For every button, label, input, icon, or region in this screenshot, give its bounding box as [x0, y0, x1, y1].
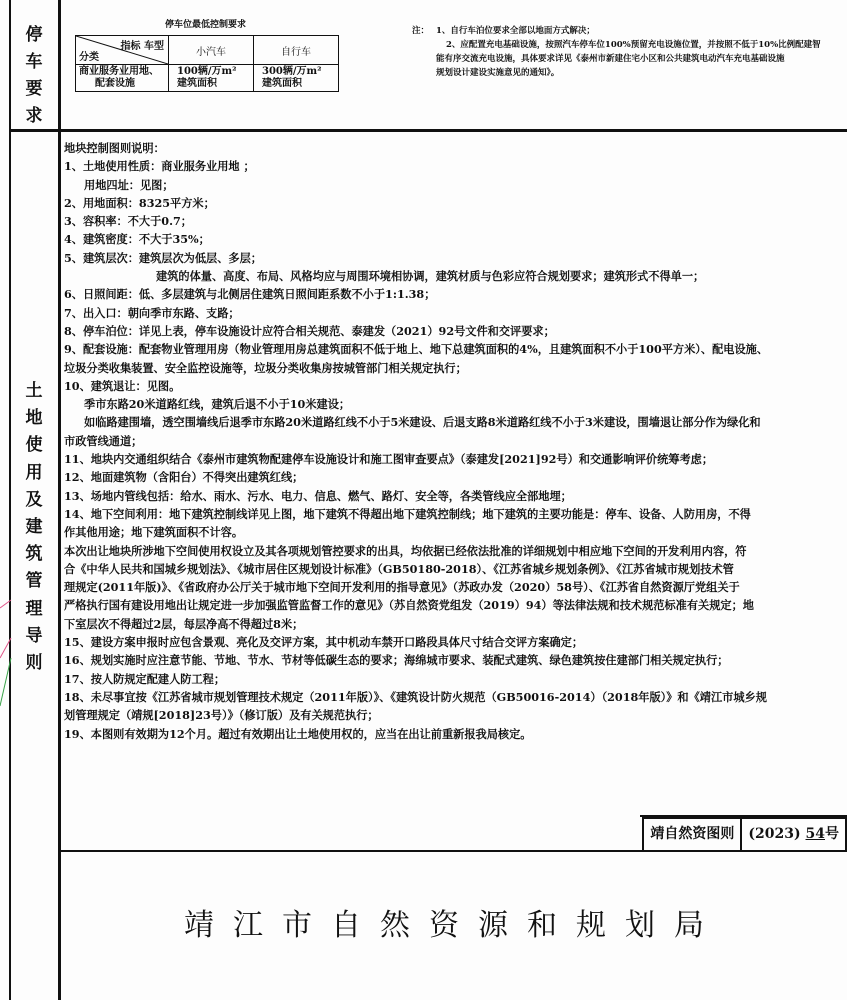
- rule-line: 6、日照间距：低、多层建筑与北侧居住建筑日照间距系数不小于1:1.38；: [64, 287, 436, 302]
- rule-line: 19、本图则有效期为12个月。超过有效期出让土地使用权的，应当在出让前重新报我局核定。: [64, 726, 532, 741]
- bike-value-line-1: 300辆/万m²: [262, 66, 322, 77]
- issuing-agency: 靖江市自然资源和规划局: [184, 908, 723, 943]
- doc-number-label: 靖自然资图则: [642, 817, 742, 852]
- rule-line: 合《中华人民共和国城乡规划法》、《城市居住区规划设计标准》（GB50180-2018）、《江苏省城乡规划条例》、《江苏省城市规划技术管: [64, 561, 734, 576]
- table-header-diagonal-cell: [76, 36, 169, 65]
- parking-section-divider: [9, 129, 847, 132]
- col-car-header: 小汽车: [169, 36, 254, 65]
- rule-line: 市政管线通道；: [64, 433, 143, 448]
- parking-notes: [412, 24, 832, 80]
- row-label-line-1: 商业服务业用地、: [79, 66, 159, 77]
- rule-line: 建筑的体量、高度、布局、风格均应与周围环境相协调，建筑材质与色彩应符合规划要求；建筑形式不得单一；: [156, 269, 705, 284]
- rule-line: 15、建设方案申报时应包含景观、亮化及交评方案，其中机动车禁开口路段具体尺寸结合交评方案确定；: [64, 635, 584, 650]
- bike-value-line-2: 建筑面积: [262, 78, 302, 89]
- rule-line: 14、地下空间利用：地下建筑控制线详见上图，地下建筑不得超出地下建筑控制线；地下建筑的主要功能是：停车、设备、人防用房，不得: [64, 506, 751, 521]
- car-value-line-2: 建筑面积: [177, 78, 217, 89]
- doc-number-year: (2023): [748, 826, 801, 842]
- rule-line: 3、容积率：不大于0.7；: [64, 214, 192, 229]
- rule-line: 季市东路20米道路红线，建筑后退不小于10米建设；: [84, 397, 351, 412]
- note-2-line-c: 规划设计建设实施意见的通知》。: [436, 68, 560, 78]
- header-indicator: 指标: [120, 41, 141, 52]
- table-row: [76, 65, 339, 92]
- rule-line: 2、用地面积：8325平方米；: [64, 195, 215, 210]
- note-2-line-b: 能有序交流充电设施，具体要求详见《泰州市新建住宅小区和公共建筑电动汽车充电基础设施: [436, 54, 785, 64]
- left-border: [9, 0, 11, 1000]
- table-row: [76, 36, 339, 65]
- rule-line: 11、地块内交通组织结合《泰州市建筑物配建停车设施设计和施工图审查要点》（泰建发[2021]92号）和交通影响评价统筹考虑；: [64, 452, 714, 467]
- header-label: [121, 37, 164, 52]
- row-category-cell: [76, 65, 169, 92]
- parking-table-title: 停车位最低控制要求: [165, 20, 247, 30]
- rule-line: 用地四址：见图；: [84, 177, 174, 192]
- header-category: 分类: [79, 52, 99, 63]
- land-use-side-label-text: 土地使用及建筑管理导则: [25, 381, 43, 674]
- rule-line: 垃圾分类收集装置、安全监控设施等，垃圾分类收集房按城管部门相关规定执行；: [64, 360, 467, 375]
- rule-line: 下室层次不得超过2层，每层净高不得超过8米；: [64, 616, 304, 631]
- rule-line: 13、场地内管线包括：给水、雨水、污水、电力、信息、燃气、路灯、安全等，各类管线应全部地埋；: [64, 488, 572, 503]
- rule-line: 理规定(2011年版)》、《省政府办公厅关于城市地下空间开发利用的指导意见》（苏政办发（2020）58号）、《江苏省自然资源厅党组关于: [64, 580, 740, 595]
- scan-scribble-marks: [0, 598, 12, 708]
- header-car-type: 车型: [144, 41, 164, 52]
- rule-line: 17、按人防规定配建人防工程；: [64, 671, 226, 686]
- document-number: [642, 817, 847, 852]
- rule-line: 7、出入口：朝向季市东路、支路；: [64, 305, 240, 320]
- rule-line: 5、建筑层次：建筑层次为低层、多层；: [64, 250, 262, 265]
- doc-number-value: [742, 817, 847, 852]
- notes-label: 注：: [412, 26, 430, 36]
- land-use-side-label: [14, 378, 54, 677]
- rule-line: 16、规划实施时应注意节能、节地、节水、节材等低碳生态的要求；海绵城市要求、装配式建筑、绿色建筑按住建部门相关规定执行；: [64, 653, 729, 668]
- doc-number-suffix: 号: [825, 826, 839, 842]
- rule-line: 严格执行国有建设用地出让规定进一步加强监管监督工作的意见》（苏自然资党组发（2019）94）等法律法规和技术规范标准有关规定；地: [64, 598, 754, 613]
- rule-line: 1、土地使用性质：商业服务业用地 ；: [64, 159, 255, 174]
- land-use-rules: [64, 139, 844, 743]
- note-2-line-a: 2、应配置充电基础设施，按照汽车停车位100%预留充电设施位置，并按照不低于10%比例配建智: [446, 40, 821, 50]
- rule-line: 如临路建围墙，透空围墙线后退季市东路20米道路红线不小于5米建设、后退支路8米道路红线不小于3米建设，围墙退让部分作为绿化和: [84, 415, 761, 430]
- rule-line: 本次出让地块所涉地下空间使用权设立及其各项规划管控要求的出具，均依据已经依法批准的详细规划中相应地下空间的开发利用内容，符: [64, 543, 747, 558]
- rule-line: 4、建筑密度：不大于35%；: [64, 232, 210, 247]
- rule-line: 9、配套设施：配套物业管理用房（物业管理用房总建筑面积不低于地上、地下总建筑面积的4%，且建筑面积不小于100平方米）、配电设施、: [64, 342, 769, 357]
- col-bike-header: 自行车: [254, 36, 339, 65]
- row-label-line-2: 配套设施: [95, 78, 135, 89]
- parking-table: [75, 35, 339, 92]
- bike-value-cell: [254, 65, 339, 92]
- rule-line: 作其他用途；地下建筑面积不计容。: [64, 525, 244, 540]
- car-value-line-1: 100辆/万m²: [177, 66, 237, 77]
- parking-side-label-text: 停车要求: [25, 25, 43, 126]
- rule-line: 划管理规定（靖规[2018]23号）》（修订版）及有关规范执行；: [64, 708, 379, 723]
- rules-heading: 地块控制图则说明：: [64, 141, 165, 155]
- note-1: 1、自行车泊位要求全部以地面方式解决；: [436, 26, 595, 36]
- doc-number-num: 54: [805, 826, 825, 842]
- rule-line: 12、地面建筑物（含阳台）不得突出建筑红线；: [64, 470, 304, 485]
- parking-side-label: [14, 22, 54, 130]
- rule-line: 8、停车泊位：详见上表，停车设施设计应符合相关规范、泰建发（2021）92号文件和交评要求；: [64, 323, 555, 338]
- rule-line: 10、建筑退让：见图。: [64, 378, 181, 393]
- car-value-cell: [169, 65, 254, 92]
- rule-line: 18、未尽事宜按《江苏省城市规划管理技术规定（2011年版）》、《建筑设计防火规范（GB50016-2014）（2018年版）》和《靖江市城乡规: [64, 689, 767, 704]
